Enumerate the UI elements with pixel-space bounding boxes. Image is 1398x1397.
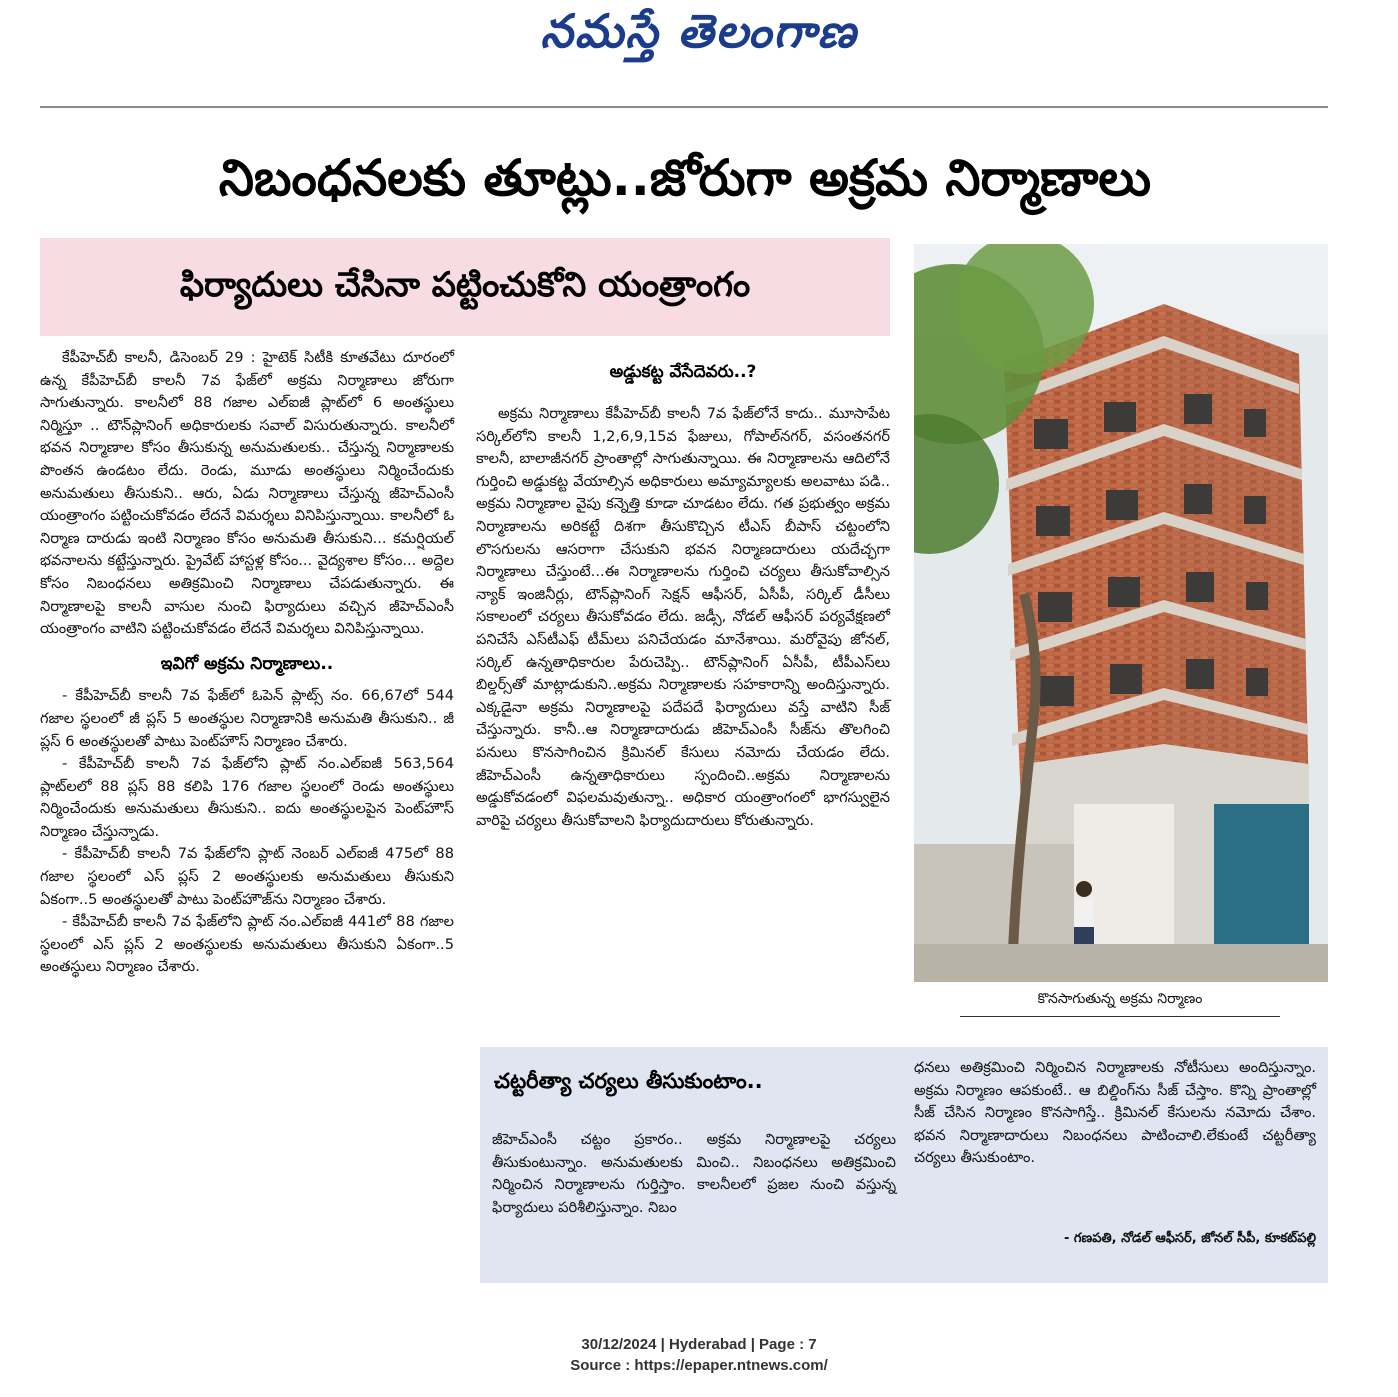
section-title-illegal-constructions: ఇవిగో అక్రమ నిర్మాణాలు.. <box>160 653 334 674</box>
list-item: - కేపీహెచ్‌బీ కాలనీ 7వ ఫేజ్‌లోని ప్లాట్ నెంబర్ ఎల్‌ఐజీ 475లో 88 గజాల స్థలంలో ఎస్ ప్లస్ 2 అంతస్థులకు అనుమతులు తీసుకుని ఏకంగా..5 అంతస్థులతో పాటు పెంట్‌హౌజ్‌ను నిర్మాణం చేశారు. <box>40 845 454 908</box>
footer-source-link[interactable]: Source : https://epaper.ntnews.com/ <box>570 1357 828 1374</box>
building-under-construction-image <box>914 244 1328 982</box>
quote-box <box>480 1047 1328 1283</box>
lead-paragraph: కేపీహెచ్‌బీ కాలనీ, డిసెంబర్ 29 : హైటెక్ సిటీకి కూతవేటు దూరంలో ఉన్న కేపీహెచ్‌బీ కాలనీ 7వ ఫేజ్‌లో అక్రమ నిర్మాణాలు జోరుగా సాగుతున్నారు. కాలనీలో 88 గజాల ఎల్‌ఐజీ ప్లాట్‌లో 6 అంతస్థులు నిర్మిస్తూ .. టౌన్‌ప్లానింగ్ అధికారులకు సవాల్ విసురుతున్నారు. కాలనీలో భవన నిర్మాణాల కోసం తీసుకున్న అనుమతులకు.. చేస్తున్న నిర్మాణాలకు పొంతన ఉండటం లేదు. రెండు, మూడు అంతస్థులు నిర్మించేందుకు అనుమతులు తీసుకుని.. ఆరు, ఏడు నిర్మాణాలు చేస్తున్న జీహెచ్‌ఎంసీ యంత్రాంగం పట్టించుకోవడం లేదనే విమర్శలు వినిపిస్తున్నాయి. కాలనీలో ఓ నిర్మాణ దారుడు ఇంటి నిర్మాణం కోసం అనుమతి తీసుకుని... కమర్షియల్ భవనాలను కట్టేస్తున్నారు. ప్రైవేట్ హాస్టళ్ల కోసం... వైద్యశాల కోసం... అద్దెల కోసం నిబంధనలు అతిక్రమించి నిర్మాణాలు చేపడుతున్నారు. ఈ నిర్మాణాలపై కాలనీ వాసుల నుంచి ఫిర్యాదులు వచ్చిన జీహెచ్‌ఎంసీ యంత్రాంగం వాటిని పట్టించుకోవడం లేదనే విమర్శలు వినిపిస్తున్నాయి. <box>40 349 454 638</box>
list-item: - కేపీహెచ్‌బీ కాలనీ 7వ ఫేజ్‌లోని ప్లాట్ నం.ఎల్‌ఐజీ 441లో 88 గజాల స్థలంలో ఎస్ ప్లస్ 2 అంతస్థులకు అనుమతులు తీసుకుని ఏకంగా..5 అంతస్థులు నిర్మాణం చేశారు. <box>40 913 454 976</box>
subheadline-banner <box>40 238 890 336</box>
article-column-1 <box>40 347 454 979</box>
headline: నిబంధనలకు తూట్లు..జోరుగా అక్రమ నిర్మాణాలు <box>218 149 1152 207</box>
footer-date-page: 30/12/2024 | Hyderabad | Page : 7 <box>581 1336 817 1353</box>
page-footer <box>0 1334 1398 1376</box>
subheadline: ఫిర్యాదులు చేసినా పట్టించుకోని యంత్రాంగం <box>179 265 751 305</box>
masthead-logo: నమస్తే తెలంగాణ <box>540 4 858 58</box>
masthead-divider <box>40 106 1328 108</box>
article-column-2 <box>476 403 890 832</box>
quote-signature: - గణపతి, నోడల్ ఆఫీసర్, జోనల్ సీపీ, కూకట్‌పల్లి <box>1064 1231 1316 1246</box>
construction-photo <box>914 244 1328 982</box>
list-item: - కేపీహెచ్‌బీ కాలనీ 7వ ఫేజ్‌లోని ప్లాట్ నం.ఎల్‌ఐజీ 563,564 ప్లాట్‌లలో 88 ప్లస్ 88 కలిపి 176 గజాల స్థలంలో రెండు అంతస్థులు నిర్మించేందుకు అనుమతులు తీసుకుని.. ఐదు అంతస్థులపైన పెంట్‌హౌస్ నిర్మాణం చేస్తున్నాడు. <box>40 755 454 840</box>
section-title-who-will-stop: అడ్డుకట్ట వేసేదెవరు..? <box>609 362 757 382</box>
quote-box-text-right: ధనలు అతిక్రమించి నిర్మించిన నిర్మాణాలకు నోటీసులు అందిస్తున్నాం. అక్రమ నిర్మాణం ఆపకుంటే.. ఆ బిల్డింగ్‌ను సీజ్ చేస్తాం. కొన్ని ప్రాంతాల్లో సీజ్ చేసిన నిర్మాణం కొనసాగిస్తే.. క్రిమినల్ కేసులను నమోదు చేశాం. భవన నిర్మాణాదారులు నిబంధనలు పాటించాలి.లేకుంటే చట్టరీత్యా చర్యలు తీసుకుంటాం. <box>914 1059 1316 1167</box>
quote-box-text-left: జీహెచ్‌ఎంసీ చట్టం ప్రకారం.. అక్రమ నిర్మాణాలపై చర్యలు తీసుకుంటున్నాం. అనుమతులకు మించి.. నిబంధనలు అతిక్రమించి నిర్మించిన నిర్మాణాలను గుర్తిస్తాం. కాలనీలలో ప్రజల నుంచి వస్తున్న ఫిర్యాదులు పరిశీలిస్తున్నాం. నిబం <box>492 1131 896 1216</box>
column-2-body: అక్రమ నిర్మాణాలు కేపీహెచ్‌బీ కాలనీ 7వ ఫేజ్‌లోనే కాదు.. మూసాపేట సర్కిల్‌లోని కాలనీ 1,2,6,9,15వ ఫేజులు, గోపాల్‌నగర్, వసంతనగర్ కాలనీ, బాలాజీనగర్ ప్రాంతాల్లో సాగుతున్నాయి. ఈ నిర్మాణాలను ఆదిలోనే గుర్తించి అడ్డుకట్ట వేయాల్సిన అధికారులు అమ్యామ్యాలకు అలవాటు పడి.. అక్రమ నిర్మాణాల వైపు కన్నెత్తి కూడా చూడటం లేదు. గత ప్రభుత్వం అక్రమ నిర్మాణాలను అరికట్టే దిశగా తీసుకొచ్చిన టీఎస్ బీపాస్ చట్టంలోని లొసగులను ఆసరాగా చేసుకుని భవన నిర్మాణదారులు యదేచ్ఛగా నిర్మాణాలు చేస్తుంటే...ఈ నిర్మాణాలను గుర్తించి చర్యలు తీసుకోవాల్సిన న్యాక్ ఇంజినీర్లు, టౌన్‌ప్లానింగ్ సెక్షన్ ఆఫీసర్, ఏసీపీ, సర్కిల్ డీసీలు సకాలంలో చర్యలు తీసుకోవడం లేదు. జడ్సీ, నోడల్ ఆఫీసర్ పర్యవేక్షణలో పనిచేసే ఎస్‌టీఎఫ్ టీమ్‌లు పనిచేయడం మానేశాయి. మరోవైపు జోనల్, సర్కిల్ ఉన్నతాధికారుల పేరుచెప్పి.. టౌన్‌ప్లానింగ్ ఏసీపీ, టీపీఎస్‌లు బిల్డర్స్‌తో మాట్లాడుకుని..అక్రమ నిర్మాణాలకు సహకారాన్ని అందిస్తున్నారు. ఎక్కడైనా అక్రమ నిర్మాణాలపై పదేపదే ఫిర్యాదులు వస్తే వాటిని సీజ్ చేస్తున్నారు. కానీ..ఆ నిర్మాణాదారుడు జీహెచ్‌ఎంసీ సీజ్‌ను తొలగించి పనులు కొనసాగించిన క్రిమినల్ కేసులు నమోదు చేయడం లేదు. జీహెచ్‌ఎంసీ ఉన్నతాధికారులు స్పందించి..అక్రమ నిర్మాణాలను అడ్డుకోవడంలో విఫలమవుతున్నా.. అధికార యంత్రాంగంలో భాగస్వులైన వారిపై చర్యలు తీసుకోవాలని ఫిర్యాదుదారులు కోరుతున్నారు. <box>476 405 890 829</box>
list-item: - కేపీహెచ్‌బీ కాలనీ 7వ ఫేజ్‌లో ఓపెన్ ప్లాట్స్ నం. 66,67లో 544 గజాల స్థలంలో జీ ప్లస్ 5 అంతస్థుల నిర్మాణానికి అనుమతి తీసుకుని.. జీ ప్లస్ 6 అంతస్థులతో పాటు పెంట్‌హౌస్ నిర్మాణం చేశారు. <box>40 687 454 750</box>
photo-caption: కొనసాగుతున్న అక్రమ నిర్మాణం <box>960 991 1280 1017</box>
quote-box-title: చట్టరీత్యా చర్యలు తీసుకుంటాం.. <box>494 1069 763 1093</box>
